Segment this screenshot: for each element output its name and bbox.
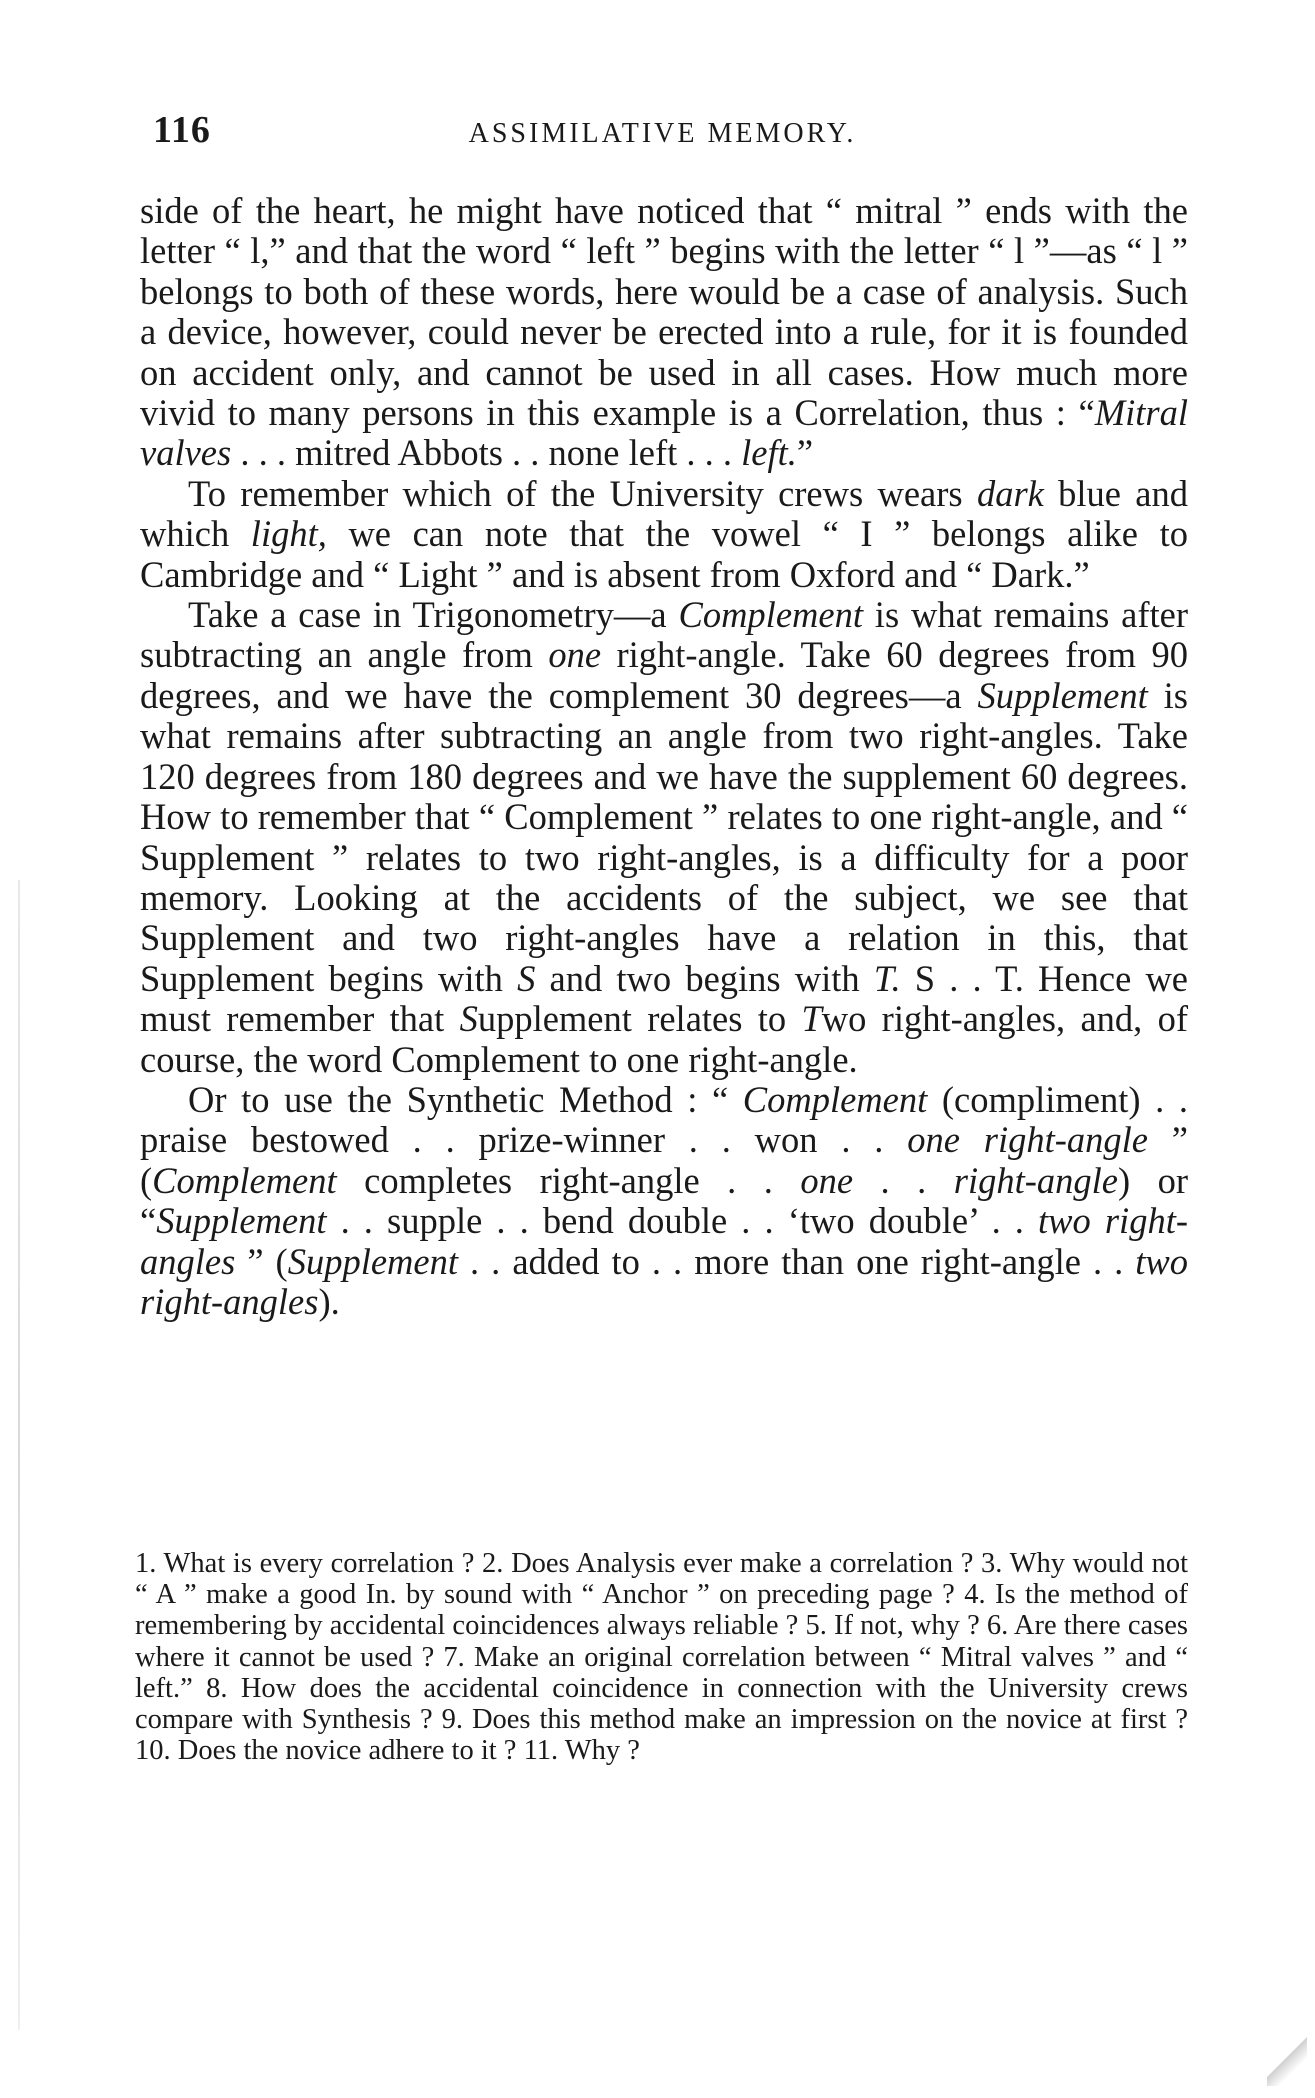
text-run: wo right-angles, and, of course, the word Complement to one right-angle.	[140, 998, 1188, 1080]
italic-run: right-angle	[953, 1159, 1118, 1201]
text-run: . . supple . . bend double . . ‘two double’ . .	[326, 1200, 1039, 1242]
text-run: To remember which of the University crews wears	[188, 472, 977, 514]
italic-run: two right-angles	[140, 1200, 1188, 1282]
italic-run: Complement	[678, 594, 863, 636]
italic-run: dark	[976, 472, 1044, 514]
text-run: Take a case in Trigonometry—a	[188, 594, 679, 636]
italic-run: Mitral valves	[140, 392, 1188, 474]
running-head: ASSIMILATIVE MEMORY.	[468, 118, 857, 149]
paragraph-4	[140, 1080, 1188, 1322]
italic-run: one right-angle	[907, 1119, 1148, 1161]
text-run: ) or “	[140, 1159, 1188, 1242]
text-run: right-angle. Take 60 degrees from 90 degrees, and we have the complement 30 degrees—a	[140, 634, 1188, 716]
text-run: completes right-angle . .	[336, 1159, 801, 1201]
text-run: blue and which	[140, 472, 1189, 555]
italic-run: one	[800, 1159, 854, 1201]
review-questions	[135, 1548, 1188, 1766]
text-run: Or to use the Synthetic Method : “	[188, 1078, 743, 1120]
text-run: ” (	[235, 1240, 288, 1282]
text-run: and two begins with	[535, 957, 874, 999]
italic-run: light,	[250, 513, 327, 555]
text-run: (compliment) . . praise bestowed . . prize-winner . . won . .	[140, 1078, 1188, 1161]
paragraph-2	[140, 474, 1188, 595]
text-run: . . . mitred Abbots . . none left . . .	[231, 432, 742, 474]
italic-run: S	[459, 998, 478, 1040]
page-corner-mark	[1267, 2016, 1307, 2086]
page-edge-shadow	[18, 880, 20, 2030]
text-run: . .	[853, 1159, 954, 1201]
questions-text: 1. What is every correlation ? 2. Does Analysis ever make a correlation ? 3. Why would not “ A ” make a good In. by sound with “ Anchor ” on preceding page ? 4. Is the method of remembering by accidental coincidences always reliable ? 5. If not, why ? 6. Are there cases where it cannot be used ? 7. Make an original correlation between “ Mitral valves ” and “ left.” 8. How does the accidental coincidence in connection with the University crews compare with Synthesis ? 9. Does this method make an impression on the novice at first ? 10. Does the novice adhere to it ? 11. Why ?	[135, 1548, 1188, 1767]
italic-run: left.	[741, 432, 797, 474]
italic-run: Supplement	[287, 1240, 458, 1282]
italic-run: S	[517, 957, 536, 999]
text-run: ”	[796, 432, 814, 474]
paragraph-1	[140, 191, 1188, 474]
text-run: ).	[318, 1280, 340, 1322]
page-header	[140, 100, 1185, 160]
text-run: we can note that the vowel “ I ” belongs alike to Cambridge and “ Light ” and is absent from Oxford and “ Dark.”	[140, 513, 1188, 595]
text-run: S . . T. Hence we must remember that	[140, 957, 1189, 1040]
page-number: 116	[153, 109, 211, 151]
text-run: . . added to . . more than one right-angle . .	[458, 1240, 1136, 1282]
text-run: side of the heart, he might have noticed that “ mitral ” ends with the letter “ l,” and that the word “ left ” begins with the letter “ l ”—as “ l ” belongs to both of these words, here would be a case of analysis. Such a device, however, could never be erected into a rule, for it is founded on accident only, and cannot be used in all cases. How much more vivid to many persons in this example is a Correlation, thus : “	[140, 190, 1188, 434]
italic-run: one	[548, 634, 602, 676]
text-run: upplement relates to	[477, 998, 802, 1040]
paragraph-3	[140, 595, 1188, 1080]
italic-run: T.	[873, 957, 901, 999]
text-run: ” (	[140, 1119, 1189, 1201]
italic-run: Complement	[742, 1078, 928, 1120]
italic-run: two right-angles	[140, 1240, 1188, 1322]
text-run: is what remains after subtracting an angle from two right-angles. Take 120 degrees from 180 degrees and we have the supplement 60 degrees. How to remember that “ Complement ” relates to one right-angle, and “ Supplement ” relates to two right-angles, is a difficulty for a poor memory. Looking at the accidents of the subject, we see that Supplement and two right-angles have a relation in this, that Supplement begins with	[140, 674, 1188, 999]
body-text	[140, 191, 1188, 1322]
text-run: is what remains after subtracting an angle from	[140, 594, 1188, 676]
italic-run: Complement	[152, 1159, 337, 1201]
italic-run: Supplement	[156, 1200, 327, 1242]
italic-run: Supplement	[977, 674, 1148, 716]
italic-run: T	[801, 998, 822, 1040]
